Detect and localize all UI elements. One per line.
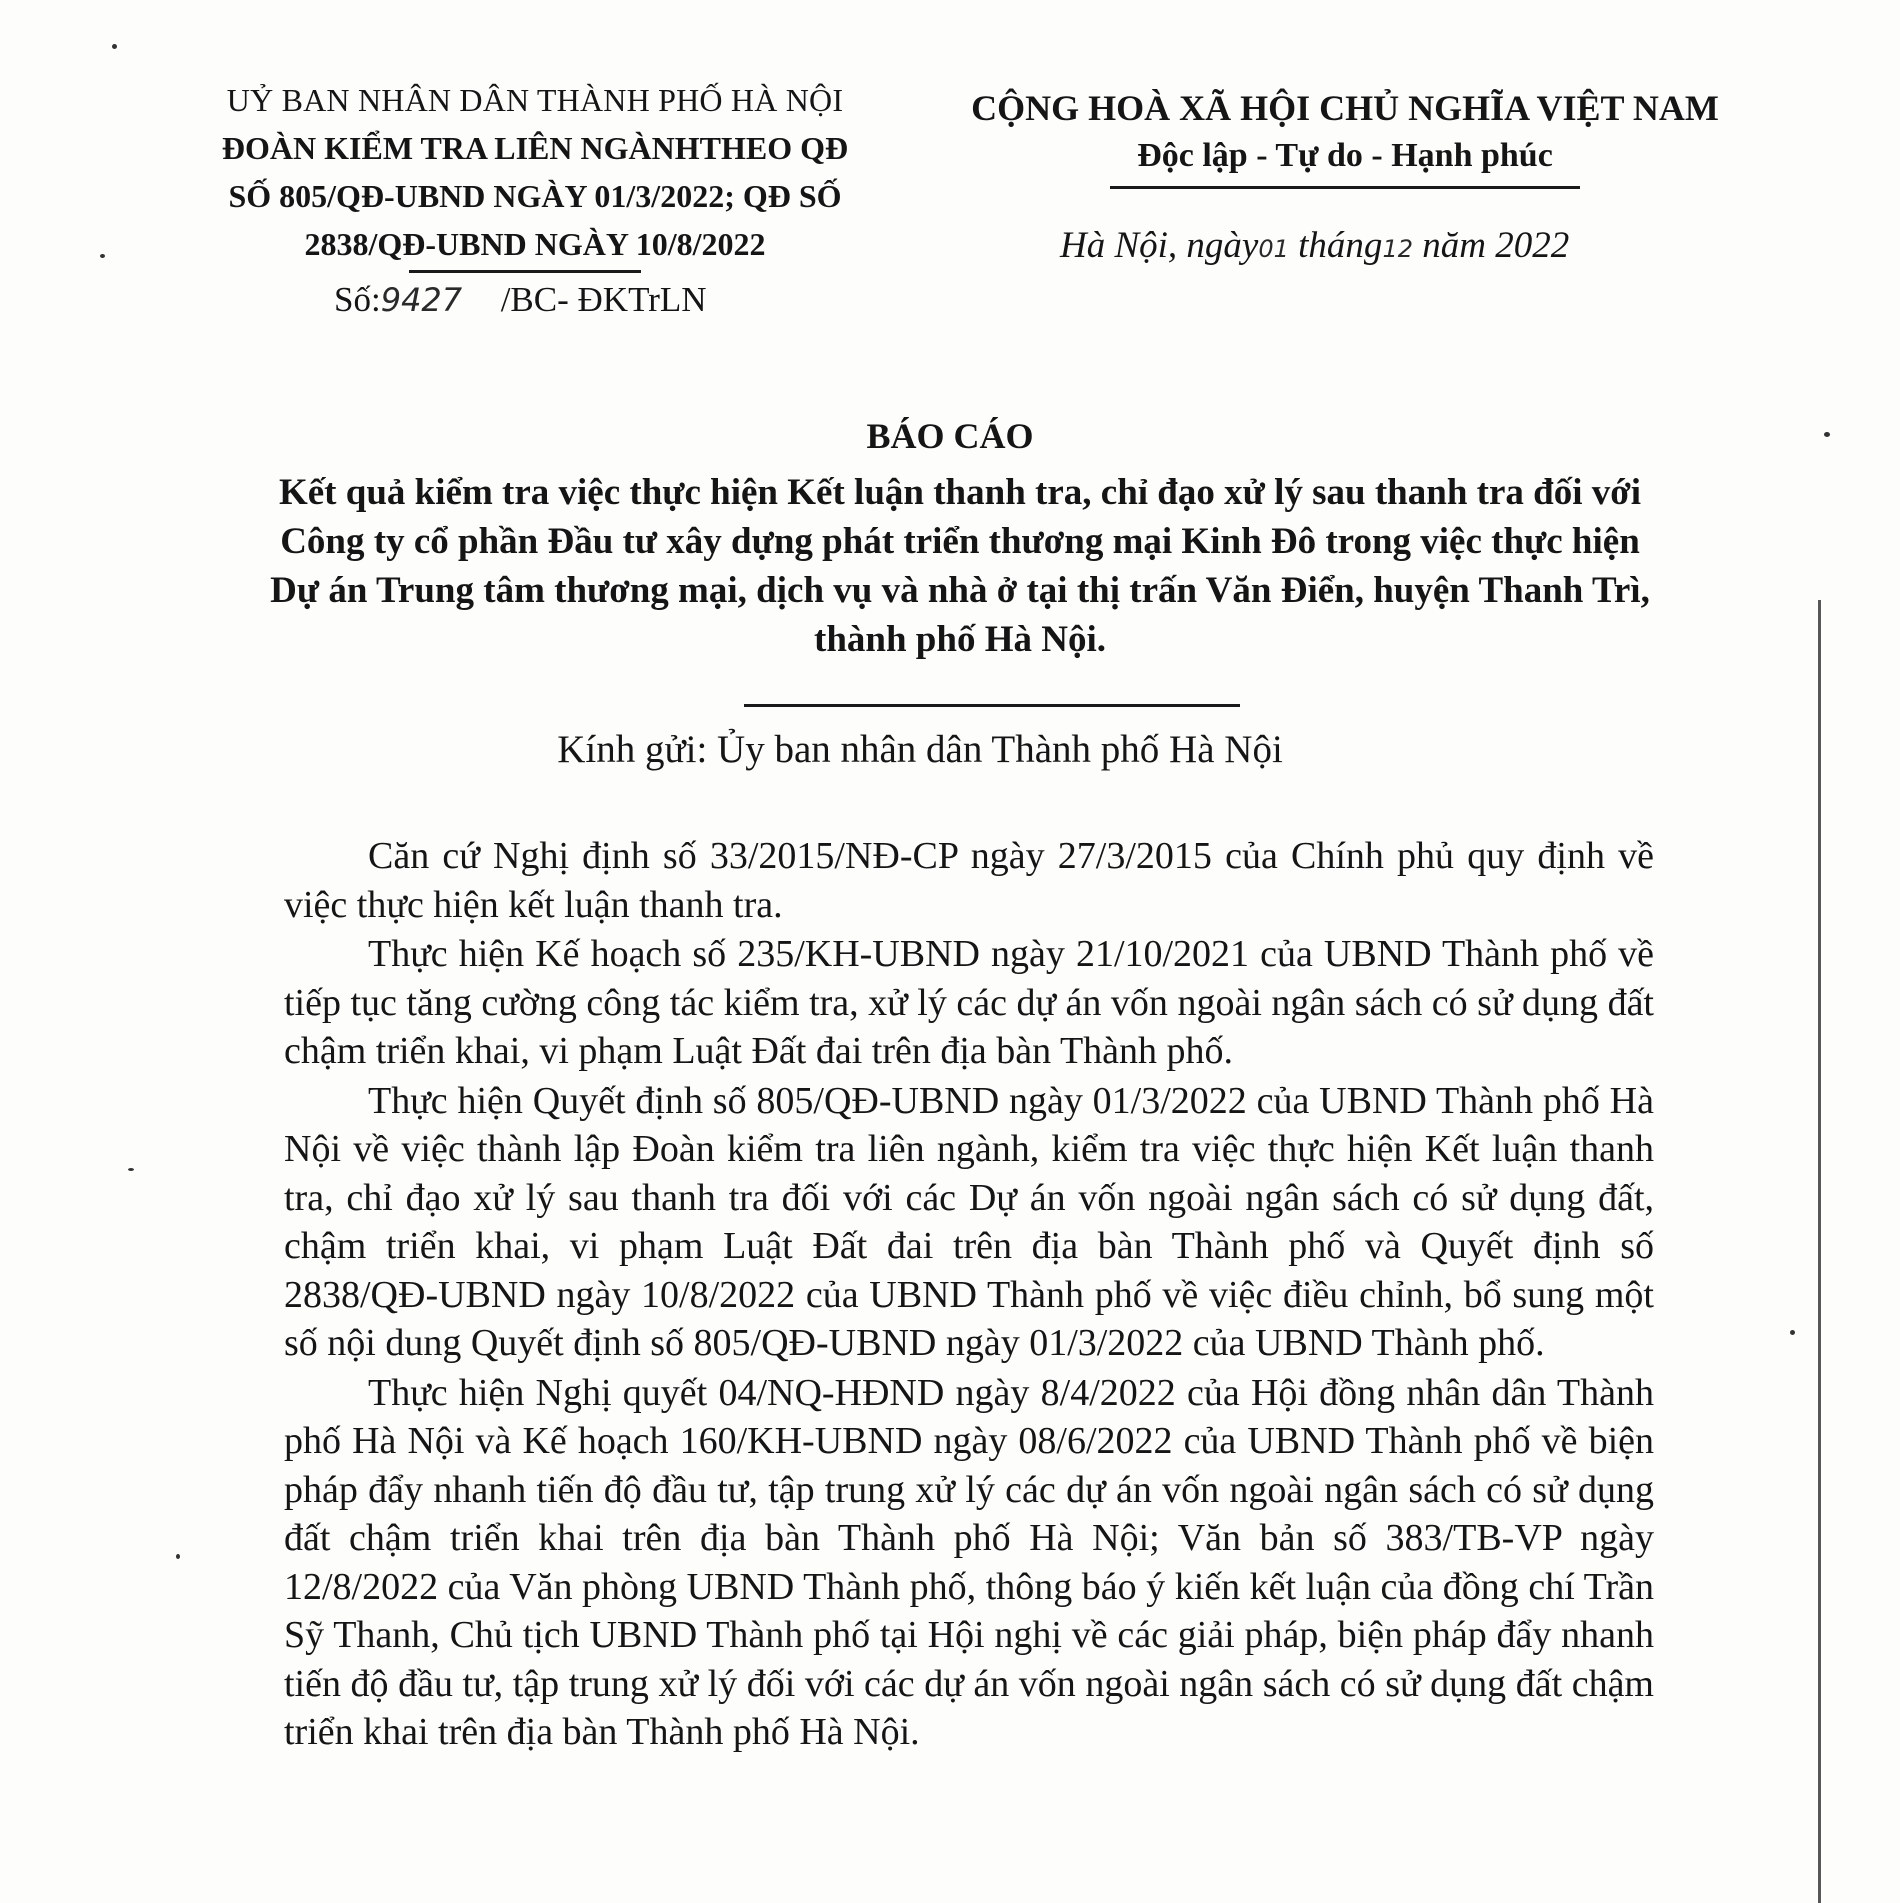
authority-underline [409, 270, 641, 273]
report-body [284, 832, 1654, 1758]
authority-line-2: ĐOÀN KIỂM TRA LIÊN NGÀNHTHEO QĐ [221, 130, 849, 166]
recipient-line: Kính gửi: Ủy ban nhân dân Thành phố Hà Nội [557, 728, 1283, 771]
authority-line-3: SỐ 805/QĐ-UBND NGÀY 01/3/2022; QĐ SỐ [228, 178, 842, 214]
scan-speck [100, 254, 105, 258]
scan-speck [1824, 432, 1830, 437]
national-title: CỘNG HOÀ XÃ HỘI CHỦ NGHĨA VIỆT NAM [971, 88, 1719, 128]
scan-speck [176, 1554, 180, 1559]
national-motto: Độc lập - Tự do - Hạnh phúc [1137, 137, 1553, 174]
report-subtitle: Kết quả kiểm tra việc thực hiện Kết luận thanh tra, chỉ đạo xử lý sau thanh tra đối với Công ty cổ phần Đầu tư xây dựng phát triển thương mại Kinh Đô trong việc thực hiện Dự án Trung tâm thương mại, dịch vụ và nhà ở tại thị trấn Văn Điển, huyện Thanh Trì, thành phố Hà Nội. [270, 472, 1650, 660]
date-text-2: tháng [1298, 225, 1383, 266]
date-month-handwritten: 12 [1382, 235, 1413, 263]
document-number-prefix: Số: [334, 280, 381, 319]
title-underline [744, 704, 1240, 707]
document-number-suffix: /BC- ĐKTrLN [500, 280, 707, 319]
scan-speck [128, 1168, 134, 1171]
body-paragraph-2: Thực hiện Kế hoạch số 235/KH-UBND ngày 21/10/2021 của UBND Thành phố về tiếp tục tăng cường công tác kiểm tra, xử lý các dự án vốn ngoài ngân sách có sử dụng đất chậm triển khai, vi phạm Luật Đất đai trên địa bàn Thành phố. [284, 933, 1654, 1072]
report-title: BÁO CÁO [866, 416, 1034, 456]
body-paragraph-4: Thực hiện Nghị quyết 04/NQ-HĐND ngày 8/4/2022 của Hội đồng nhân dân Thành phố Hà Nội và Kế hoạch 160/KH-UBND ngày 08/6/2022 của UBND Thành phố về biện pháp đẩy nhanh tiến độ đầu tư, tập trung xử lý các dự án vốn ngoài ngân sách có sử dụng đất chậm triển khai trên địa bàn Thành phố Hà Nội; Văn bản số 383/TB-VP ngày 12/8/2022 của Văn phòng UBND Thành phố, thông báo ý kiến kết luận của đồng chí Trần Sỹ Thanh, Chủ tịch UBND Thành phố tại Hội nghị về các giải pháp, biện pháp đẩy nhanh tiến độ đầu tư, tập trung xử lý đối với các dự án vốn ngoài ngân sách có sử dụng đất chậm triển khai trên địa bàn Thành phố Hà Nội. [284, 1371, 1654, 1753]
authority-line-4: 2838/QĐ-UBND NGÀY 10/8/2022 [304, 226, 766, 262]
date-text-3: năm 2022 [1422, 225, 1570, 266]
document-number-handwritten: 9427 [380, 281, 463, 319]
body-paragraph-1: Căn cứ Nghị định số 33/2015/NĐ-CP ngày 27/3/2015 của Chính phủ quy định về việc thực hiện kết luận thanh tra. [284, 835, 1654, 926]
date-day-handwritten: 01 [1258, 235, 1289, 263]
authority-line-1: UỶ BAN NHÂN DÂN THÀNH PHỐ HÀ NỘI [226, 82, 844, 118]
scan-speck [112, 44, 117, 49]
document-date [1060, 222, 1569, 273]
document-number [334, 276, 707, 324]
national-heading-block [930, 84, 1760, 189]
date-text-1: Hà Nội, ngày [1060, 225, 1259, 266]
issuing-authority-block [170, 76, 900, 273]
body-paragraph-3: Thực hiện Quyết định số 805/QĐ-UBND ngày 01/3/2022 của UBND Thành phố Hà Nội về việc thành lập Đoàn kiểm tra liên ngành, kiểm tra việc thực hiện Kết luận thanh tra, chỉ đạo xử lý sau thanh tra đối với các Dự án vốn ngoài ngân sách có sử dụng đất, chậm triển khai, vi phạm Luật Đất đai trên địa bàn Thành phố và Quyết định số 2838/QĐ-UBND ngày 10/8/2022 của UBND Thành phố về việc điều chỉnh, bổ sung một số nội dung Quyết định số 805/QĐ-UBND ngày 01/3/2022 của UBND Thành phố. [284, 1079, 1654, 1364]
scan-speck [1790, 1330, 1795, 1335]
scan-edge-line [1818, 600, 1821, 1903]
motto-underline [1110, 186, 1580, 189]
